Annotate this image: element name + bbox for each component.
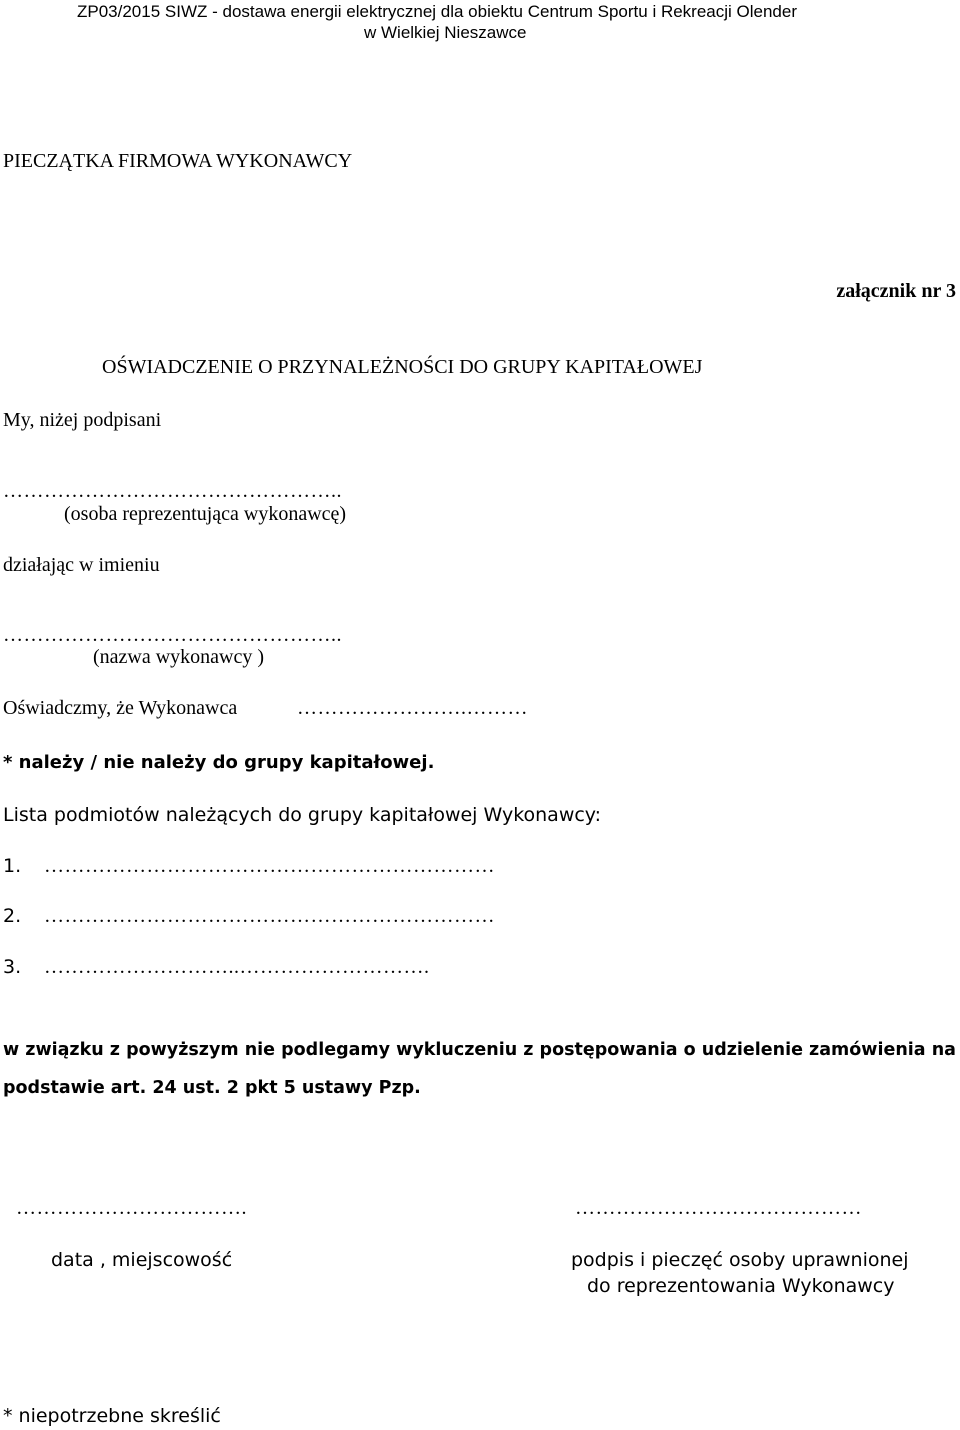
declaration-blank: …………………….………	[297, 697, 528, 719]
signature-label-line2: do reprezentowania Wykonawcy	[587, 1275, 895, 1297]
footnote: * niepotrzebne skreślić	[3, 1405, 221, 1427]
representative-caption: (osoba reprezentująca wykonawcę)	[64, 503, 347, 525]
declaration-prefix: Oświadczmy, że Wykonawca	[3, 697, 238, 719]
signature-blank: ……………………………………	[575, 1197, 862, 1219]
contractor-name-caption: (nazwa wykonawcy )	[93, 646, 265, 668]
document-header-line1: ZP03/2015 SIWZ - dostawa energii elektrycznej dla obiektu Centrum Sportu i Rekreacji Olender	[77, 2, 798, 21]
representative-blank: …………………………………………..	[3, 480, 342, 502]
conclusion-line-1: w związku z powyższym nie podlegamy wykluczeniu z postępowania o udzielenie zamówienia na	[3, 1040, 956, 1060]
document-header-line2: w Wielkiej Nieszawce	[364, 23, 527, 42]
date-place-blank: …………………………….	[16, 1197, 247, 1219]
attachment-number: załącznik nr 3	[836, 280, 956, 302]
list-item-blank: …………………………………………………………	[44, 905, 495, 927]
list-item-blank: …………………………………………………………	[44, 855, 495, 877]
document-title: OŚWIADCZENIE O PRZYNALEŻNOŚCI DO GRUPY KAPITAŁOWEJ	[102, 356, 703, 378]
list-item-blank: ………………………..……………………….	[44, 956, 430, 978]
conclusion-line-2: podstawie art. 24 ust. 2 pkt 5 ustawy Pzp.	[3, 1078, 421, 1098]
list-title: Lista podmiotów należących do grupy kapitałowej Wykonawcy:	[3, 804, 602, 826]
list-item-number: 1.	[3, 855, 22, 877]
contractor-name-blank: …………………………………………..	[3, 624, 342, 646]
list-item-number: 2.	[3, 905, 22, 927]
company-stamp-label: PIECZĄTKA FIRMOWA WYKONAWCY	[3, 150, 353, 172]
intro-text: My, niżej podpisani	[3, 409, 162, 431]
date-place-label: data , miejscowość	[51, 1249, 233, 1271]
list-item-number: 3.	[3, 956, 22, 978]
acting-text: działając w imieniu	[3, 554, 160, 576]
signature-label-line1: podpis i pieczęć osoby uprawnionej	[571, 1249, 909, 1271]
belongs-statement: * należy / nie należy do grupy kapitałowej.	[3, 752, 435, 773]
